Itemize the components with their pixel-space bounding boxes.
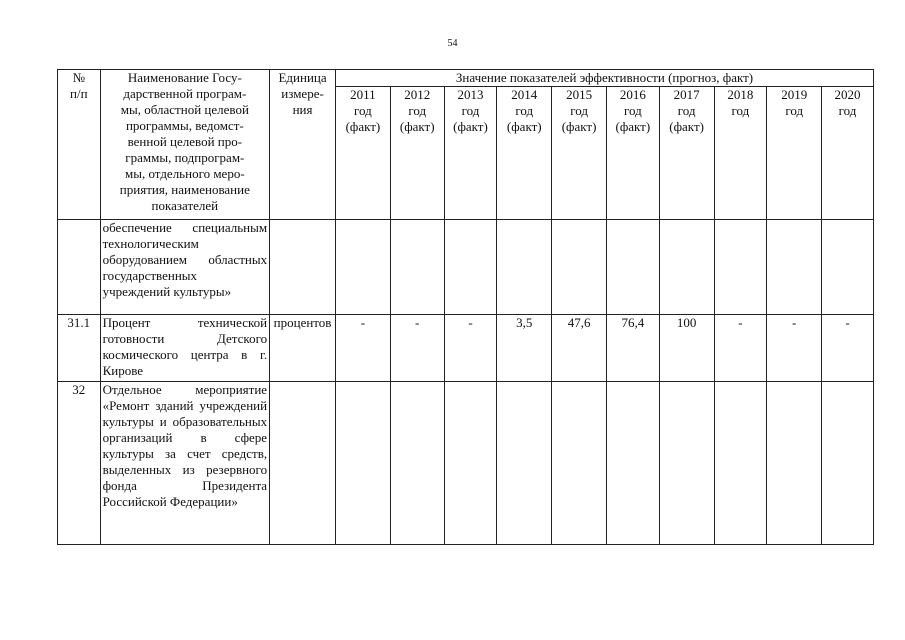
value-cell <box>659 220 714 315</box>
indicator-name: Отдельное мероприятие «Ремонт зданий учреждений культуры и образовательных организаций в сфере культуры за счет средств, выделенных из резервного фонда Президента Российской Федерации» <box>100 382 269 545</box>
performance-indicators-table <box>57 69 874 545</box>
value-cell <box>822 382 874 545</box>
header-year-2012: 2012 год (факт) <box>390 87 444 220</box>
value-cell <box>444 220 497 315</box>
value-cell <box>552 382 607 545</box>
value-cell: 100 <box>659 315 714 382</box>
value-cell <box>552 220 607 315</box>
value-cell <box>606 220 659 315</box>
value-cell <box>714 220 767 315</box>
header-indicator-values: Значение показателей эффективности (прогноз, факт) <box>336 70 874 87</box>
header-year-2016: 2016 год (факт) <box>606 87 659 220</box>
value-cell <box>336 220 391 315</box>
header-num: № п/п <box>58 70 101 220</box>
row-number: 31.1 <box>58 315 101 382</box>
header-year-2019: 2019 год <box>767 87 822 220</box>
value-cell: - <box>822 315 874 382</box>
header-year-2015: 2015 год (факт) <box>552 87 607 220</box>
value-cell: 3,5 <box>497 315 552 382</box>
row-number: 32 <box>58 382 101 545</box>
value-cell <box>497 220 552 315</box>
value-cell <box>659 382 714 545</box>
header-row-1 <box>58 70 874 87</box>
value-cell <box>390 382 444 545</box>
value-cell <box>714 382 767 545</box>
indicator-name: обеспечение специальным технологическим оборудованием областных государственных учреждений культуры» <box>100 220 269 315</box>
value-cell: - <box>767 315 822 382</box>
value-cell <box>497 382 552 545</box>
value-cell <box>606 382 659 545</box>
value-cell: - <box>714 315 767 382</box>
header-year-2013: 2013 год (факт) <box>444 87 497 220</box>
header-unit: Единица измере- ния <box>270 70 336 220</box>
unit-cell <box>270 220 336 315</box>
header-year-2018: 2018 год <box>714 87 767 220</box>
value-cell: 47,6 <box>552 315 607 382</box>
indicator-name: Процент технической готовности Детского космического центра в г. Кирове <box>100 315 269 382</box>
value-cell: 76,4 <box>606 315 659 382</box>
value-cell <box>767 382 822 545</box>
header-name: Наименование Госу- дарственной програм- мы, областной целевой программы, ведомст- венной целевой про- граммы, подпрограм- мы, отдельного меро- приятия, наименование показателей <box>100 70 269 220</box>
value-cell: - <box>336 315 391 382</box>
header-year-2011: 2011 год (факт) <box>336 87 391 220</box>
value-cell <box>822 220 874 315</box>
header-year-2014: 2014 год (факт) <box>497 87 552 220</box>
row-number <box>58 220 101 315</box>
value-cell <box>767 220 822 315</box>
value-cell: - <box>390 315 444 382</box>
unit-cell: процентов <box>270 315 336 382</box>
value-cell <box>390 220 444 315</box>
unit-cell <box>270 382 336 545</box>
header-year-2017: 2017 год (факт) <box>659 87 714 220</box>
table-row <box>58 315 874 382</box>
value-cell: - <box>444 315 497 382</box>
page-number: 54 <box>447 38 458 49</box>
header-year-2020: 2020 год <box>822 87 874 220</box>
value-cell <box>444 382 497 545</box>
table-row <box>58 382 874 545</box>
value-cell <box>336 382 391 545</box>
table-row <box>58 220 874 315</box>
